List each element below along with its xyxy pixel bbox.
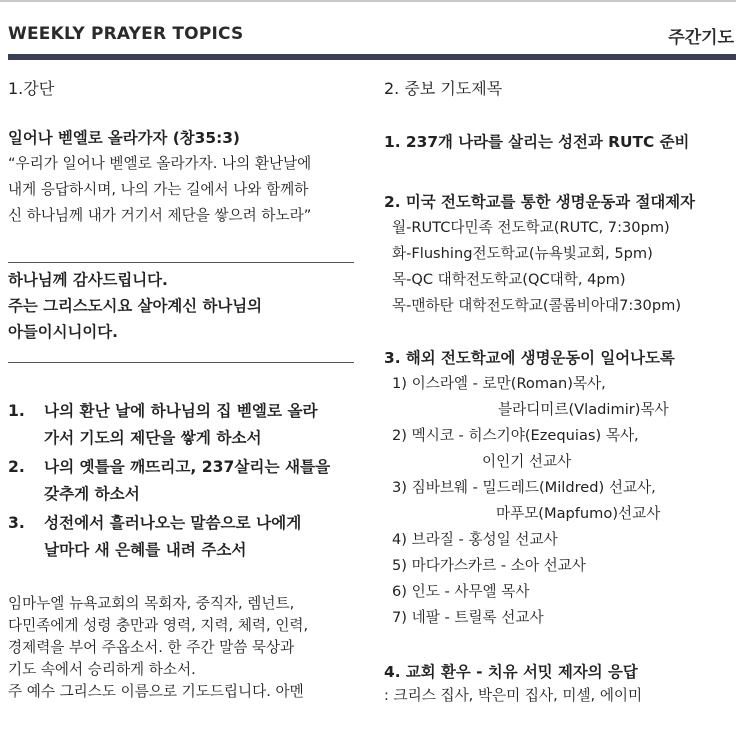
intercession-item-3-title: 3. 해외 전도학교에 생명운동이 일어나도록 xyxy=(384,349,675,367)
school-schedule-line: 목-맨하탄 대학전도학교(콜롬비아대7:30pm) xyxy=(392,297,682,314)
thanks-line: 하나님께 감사드립니다. xyxy=(8,271,168,289)
prayer-number: 2. xyxy=(8,458,25,476)
prayer-item-1 xyxy=(8,398,360,454)
section-title-intercession: 2. 중보 기도제목 xyxy=(384,79,503,98)
mission-line: 이인기 선교사 xyxy=(482,453,572,470)
patients-line: : 크리스 집사, 박은미 집사, 미셀, 에이미 xyxy=(384,687,643,704)
top-border xyxy=(0,0,736,2)
closing-prayer-line: 주 예수 그리스도 이름으로 기도드립니다. 아멘 xyxy=(8,683,304,700)
mission-line: 5) 마다가스카르 - 소아 선교사 xyxy=(392,557,586,574)
thanks-line: 주는 그리스도시요 살아계신 하나님의 xyxy=(8,297,262,315)
prayer-text: 성전에서 흘러나오는 말씀으로 나에게 xyxy=(44,514,302,532)
prayer-text: 나의 환난 날에 하나님의 집 벧엘로 올라 xyxy=(44,402,318,420)
closing-prayer-line: 기도 속에서 승리하게 하소서. xyxy=(8,661,196,678)
mission-line: 3) 짐바브웨 - 밀드레드(Mildred) 선교사, xyxy=(392,479,656,496)
closing-prayer-line: 다민족에게 성령 충만과 영력, 지력, 체력, 인력, xyxy=(8,617,309,634)
verse-line: “우리가 일어나 벧엘로 올라가자. 나의 환난날에 xyxy=(8,155,312,172)
prayer-item-2 xyxy=(8,454,360,510)
intercession-item-2-title: 2. 미국 전도학교를 통한 생명운동과 절대제자 xyxy=(384,193,695,211)
divider-line xyxy=(8,262,354,263)
intercession-item-1: 1. 237개 나라를 살리는 성전과 RUTC 준비 xyxy=(384,133,690,151)
mission-line: 4) 브라질 - 홍성일 선교사 xyxy=(392,531,558,548)
prayer-text: 가서 기도의 제단을 쌓게 하소서 xyxy=(44,429,262,447)
prayer-text: 날마다 새 은혜를 내려 주소서 xyxy=(44,541,247,559)
divider-line xyxy=(8,362,354,363)
school-schedule-line: 목-QC 대학전도학교(QC대학, 4pm) xyxy=(392,271,626,288)
intercession-item-4-title: 4. 교회 환우 - 치유 서밋 제자의 응답 xyxy=(384,663,638,681)
page-title-korean: 주간기도 xyxy=(668,28,734,48)
mission-line: 블라디미르(Vladimir)목사 xyxy=(498,401,669,418)
mission-line: 6) 인도 - 사무엘 목사 xyxy=(392,583,530,600)
prayer-text: 갖추게 하소서 xyxy=(44,485,140,503)
thanks-line: 아들이시니이다. xyxy=(8,323,118,341)
mission-line: 마푸모(Mapfumo)선교사 xyxy=(496,505,661,522)
section-title-pulpit: 1.강단 xyxy=(8,79,55,98)
verse-line: 신 하나님께 내가 거기서 제단을 쌓으려 하노라” xyxy=(8,207,312,224)
sermon-title: 일어나 벧엘로 올라가자 (창35:3) xyxy=(8,129,240,147)
prayer-item-3 xyxy=(8,510,360,566)
school-schedule-line: 화-Flushing전도학교(뉴욕빛교회, 5pm) xyxy=(392,245,653,262)
verse-line: 내게 응답하시며, 나의 가는 길에서 나와 함께하 xyxy=(8,181,309,198)
closing-prayer-line: 경제력을 부어 주옵소서. 한 주간 말씀 묵상과 xyxy=(8,639,295,656)
school-schedule-line: 월-RUTC다민족 전도학교(RUTC, 7:30pm) xyxy=(392,219,670,236)
prayer-number: 1. xyxy=(8,402,25,420)
mission-line: 2) 멕시코 - 히스기야(Ezequias) 목사, xyxy=(392,427,639,444)
prayer-number: 3. xyxy=(8,514,25,532)
page-title: WEEKLY PRAYER TOPICS xyxy=(8,24,244,44)
header-divider xyxy=(8,54,736,60)
mission-line: 1) 이스라엘 - 로만(Roman)목사, xyxy=(392,375,606,392)
closing-prayer-line: 임마누엘 뉴욕교회의 목회자, 중직자, 렘넌트, xyxy=(8,595,295,612)
mission-line: 7) 네팔 - 트릴록 선교사 xyxy=(392,609,544,626)
prayer-text: 나의 옛틀을 깨뜨리고, 237살리는 새틀을 xyxy=(44,458,331,476)
